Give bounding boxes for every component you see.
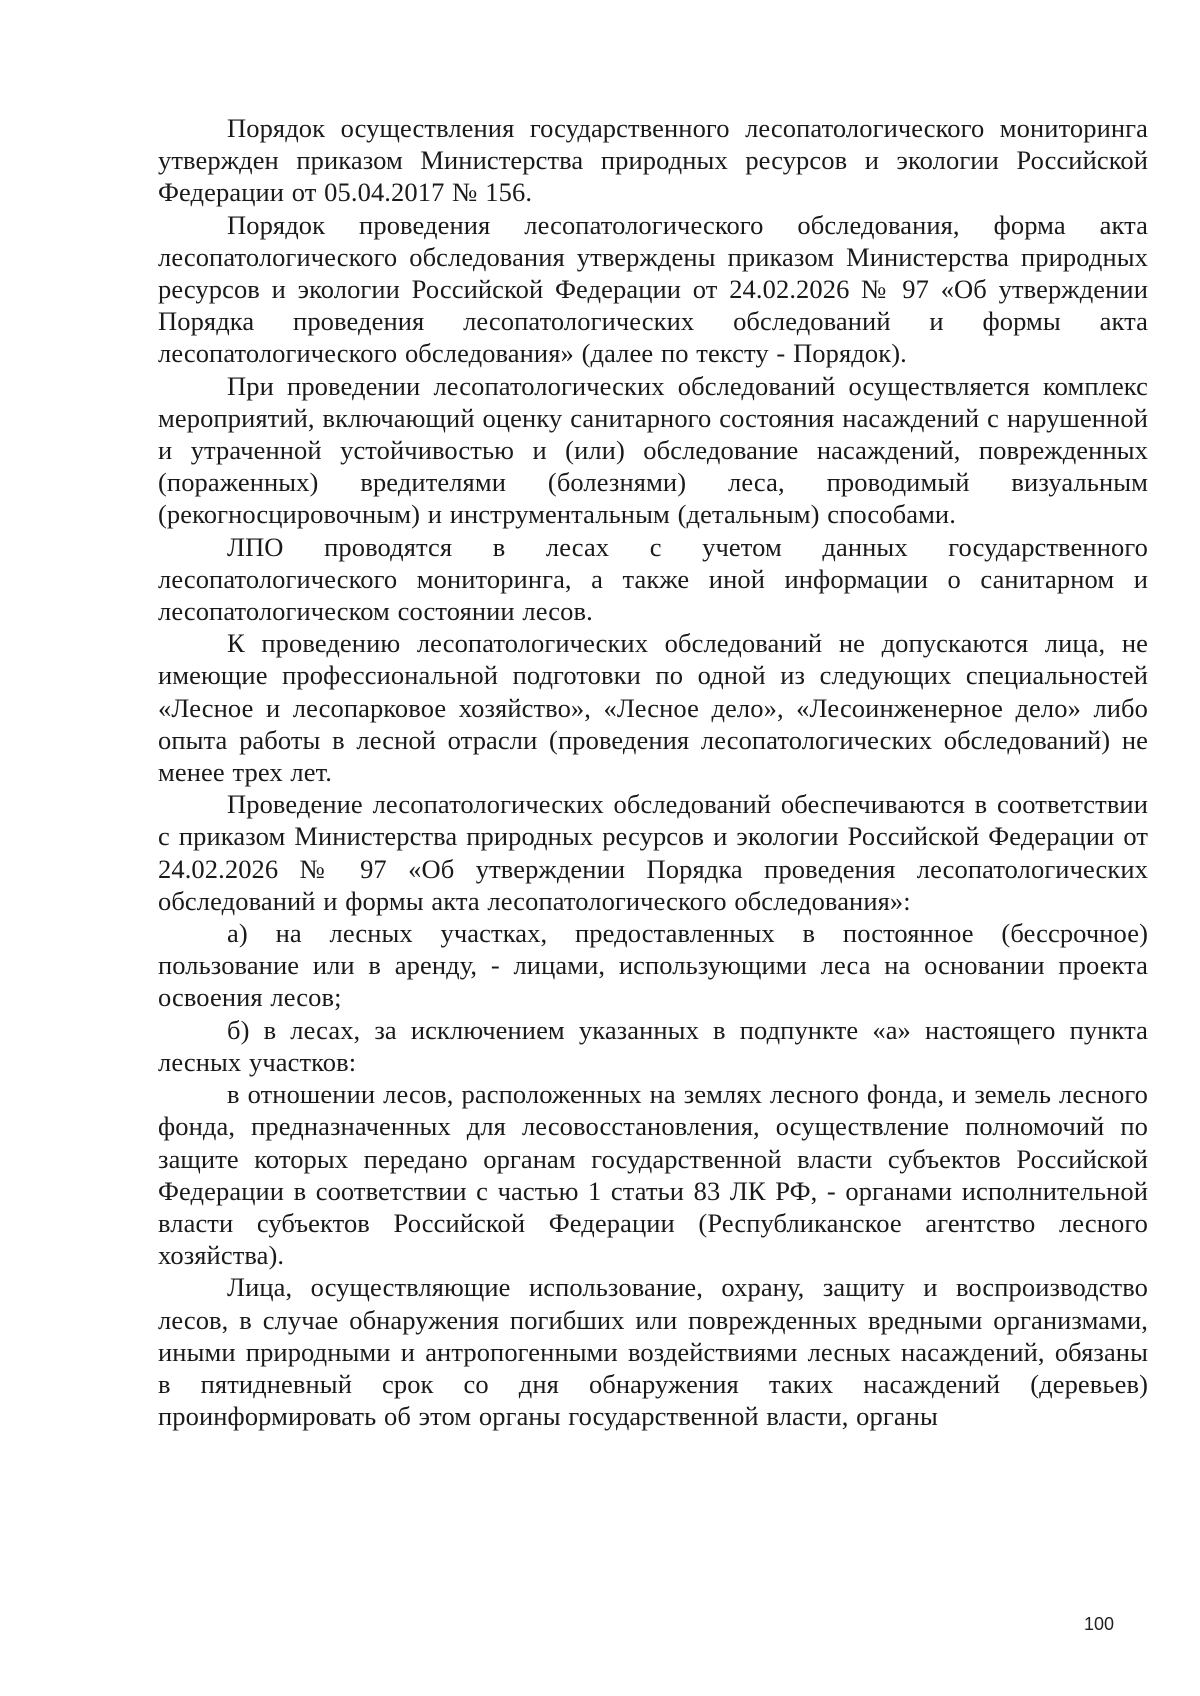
document-body	[158, 112, 1148, 1432]
paragraph-inspection-provision: Проведение лесопатологических обследований обеспечиваются в соответствии с приказом Министерства природных ресурсов и экологии Российской Федерации от 24.02.2026 № 97 «Об утверждении Порядка проведения лесопатологических обследований и формы акта лесопатологического обследования»:	[158, 789, 1148, 916]
paragraph-item-b: б) в лесах, за исключением указанных в подпункте «а» настоящего пункта лесных участков:	[158, 1014, 1148, 1077]
paragraph-item-a: а) на лесных участках, предоставленных в постоянное (бессрочное) пользование или в аренду, - лицами, использующими леса на основании проекта освоения лесов;	[158, 918, 1148, 1013]
paragraph-inspection-measures: При проведении лесопатологических обследований осуществляется комплекс мероприятий, включающий оценку санитарного состояния насаждений с нарушенной и утраченной устойчивостью и (или) обследование насаждений, поврежденных (пораженных) вредителями (болезнями) леса, проводимый визуальным (рекогносцировочным) и инструментальным (детальным) способами.	[158, 370, 1148, 530]
paragraph-notification-duty: Лица, осуществляющие использование, охрану, защиту и воспроизводство лесов, в случае обнаружения погибших или поврежденных вредными организмами, иными природными и антропогенными воздействиями лесных насаждений, обязаны в пятидневный срок со дня обнаружения таких насаждений (деревьев) проинформировать об этом органы государственной власти, органы	[158, 1272, 1148, 1432]
paragraph-inspection-order: Порядок проведения лесопатологического обследования, форма акта лесопатологического обследования утверждены приказом Министерства природных ресурсов и экологии Российской Федерации от 24.02.2026 № 97 «Об утверждении Порядка проведения лесопатологических обследований и формы акта лесопатологического обследования» (далее по тексту - Порядок).	[158, 209, 1148, 369]
paragraph-monitoring-order: Порядок осуществления государственного лесопатологического мониторинга утвержден приказом Министерства природных ресурсов и экологии Российской Федерации от 05.04.2017 № 156.	[158, 113, 1148, 208]
paragraph-forest-fund-lands: в отношении лесов, расположенных на землях лесного фонда, и земель лесного фонда, предназначенных для лесовосстановления, осуществление полномочий по защите которых передано органам государственной власти субъектов Российской Федерации в соответствии с частью 1 статьи 83 ЛК РФ, - органами исполнительной власти субъектов Российской Федерации (Республиканское агентство лесного хозяйства).	[158, 1079, 1148, 1271]
paragraph-lpo-basis: ЛПО проводятся в лесах с учетом данных государственного лесопатологического мониторинга, а также иной информации о санитарном и лесопатологическом состоянии лесов.	[158, 531, 1148, 627]
paragraph-personnel-requirements: К проведению лесопатологических обследований не допускаются лица, не имеющие профессиональной подготовки по одной из следующих специальностей «Лесное и лесопарковое хозяйство», «Лесное дело», «Лесоинженерное дело» либо опыта работы в лесной отрасли (проведения лесопатологических обследований) не менее трех лет.	[158, 628, 1148, 788]
page-number: 100	[1084, 1614, 1115, 1634]
